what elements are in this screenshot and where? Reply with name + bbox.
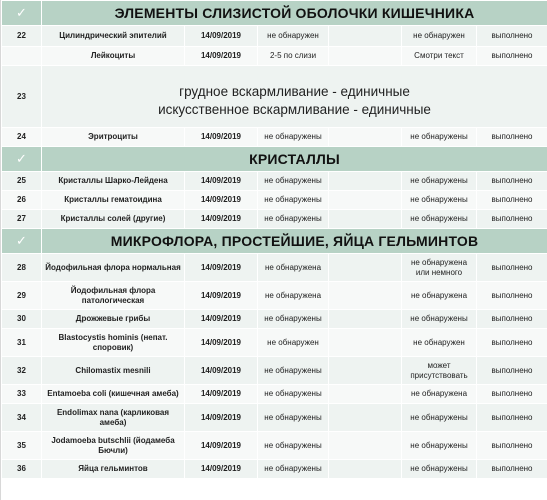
empty-cell	[329, 191, 402, 210]
test-name: Endolimax nana (карликовая амеба)	[42, 404, 185, 432]
section-title: МИКРОФЛОРА, ПРОСТЕЙШИЕ, ЯЙЦА ГЕЛЬМИНТОВ	[42, 229, 547, 254]
test-name: Йодофильная флора нормальная	[42, 254, 185, 282]
comment-line: искусственное вскармливание - единичные	[158, 102, 431, 117]
test-date: 14/09/2019	[185, 310, 258, 329]
test-result: не обнаружены	[258, 460, 329, 479]
reference-value: не обнаружены	[402, 310, 477, 329]
comment-line: грудное вскармливание - единичные	[179, 84, 410, 99]
table-row	[2, 172, 547, 191]
row-number: 25	[2, 172, 42, 191]
check-mark-icon: ✓	[2, 229, 42, 254]
empty-cell	[329, 432, 402, 460]
reference-value: не обнаружена или немного	[402, 254, 477, 282]
empty-cell	[329, 210, 402, 229]
row-number	[2, 47, 42, 66]
comment-row	[2, 66, 547, 128]
status-cell: выполнено	[477, 460, 547, 479]
test-name: Йодофильная флора патологическая	[42, 282, 185, 310]
reference-value: не обнаружен	[402, 329, 477, 357]
test-name: Entamoeba coli (кишечная амеба)	[42, 385, 185, 404]
reference-value: не обнаружены	[402, 128, 477, 147]
test-name: Дрожжевые грибы	[42, 310, 185, 329]
test-name: Эритроциты	[42, 128, 185, 147]
row-number: 36	[2, 460, 42, 479]
test-date: 14/09/2019	[185, 191, 258, 210]
empty-cell	[329, 460, 402, 479]
row-number: 26	[2, 191, 42, 210]
section-header-crystals	[2, 147, 547, 172]
test-date: 14/09/2019	[185, 329, 258, 357]
reference-value: не обнаружен	[402, 26, 477, 47]
status-cell: выполнено	[477, 210, 547, 229]
check-mark-icon: ✓	[2, 1, 42, 26]
table-row	[2, 128, 547, 147]
empty-cell	[329, 404, 402, 432]
row-number: 31	[2, 329, 42, 357]
test-date: 14/09/2019	[185, 460, 258, 479]
test-name: Кристаллы Шарко-Лейдена	[42, 172, 185, 191]
test-result: не обнаружена	[258, 254, 329, 282]
reference-value: не обнаружены	[402, 460, 477, 479]
row-number: 29	[2, 282, 42, 310]
status-cell: выполнено	[477, 128, 547, 147]
test-result: не обнаружен	[258, 329, 329, 357]
status-cell: выполнено	[477, 282, 547, 310]
test-date: 14/09/2019	[185, 254, 258, 282]
empty-cell	[329, 26, 402, 47]
reference-value: не обнаружена	[402, 282, 477, 310]
empty-cell	[329, 128, 402, 147]
status-cell: выполнено	[477, 329, 547, 357]
reference-value: не обнаружены	[402, 191, 477, 210]
table-row	[2, 385, 547, 404]
table-row	[2, 26, 547, 47]
test-result: не обнаружена	[258, 282, 329, 310]
section-header-microflora	[2, 229, 547, 254]
test-name: Яйца гельминтов	[42, 460, 185, 479]
test-name: Кристаллы гематоидина	[42, 191, 185, 210]
status-cell: выполнено	[477, 254, 547, 282]
table-row	[2, 404, 547, 432]
status-cell: выполнено	[477, 404, 547, 432]
table-row	[2, 282, 547, 310]
test-date: 14/09/2019	[185, 404, 258, 432]
test-date: 14/09/2019	[185, 385, 258, 404]
test-result: не обнаружены	[258, 172, 329, 191]
table-row	[2, 329, 547, 357]
section-title: КРИСТАЛЛЫ	[42, 147, 547, 172]
status-cell: выполнено	[477, 357, 547, 385]
results-table	[1, 0, 547, 479]
test-result: не обнаружены	[258, 385, 329, 404]
empty-cell	[329, 172, 402, 191]
status-cell: выполнено	[477, 385, 547, 404]
test-result: не обнаружен	[258, 26, 329, 47]
status-cell: выполнено	[477, 26, 547, 47]
test-date: 14/09/2019	[185, 432, 258, 460]
reference-value: Смотри текст	[402, 47, 477, 66]
test-date: 14/09/2019	[185, 172, 258, 191]
row-number: 23	[2, 66, 42, 128]
table-row	[2, 254, 547, 282]
row-number: 30	[2, 310, 42, 329]
empty-cell	[329, 310, 402, 329]
test-result: 2-5 по слизи	[258, 47, 329, 66]
reference-value: не обнаружена	[402, 385, 477, 404]
table-row	[2, 357, 547, 385]
empty-cell	[329, 47, 402, 66]
section-title: ЭЛЕМЕНТЫ СЛИЗИСТОЙ ОБОЛОЧКИ КИШЕЧНИКА	[42, 1, 547, 26]
test-date: 14/09/2019	[185, 26, 258, 47]
empty-cell	[329, 282, 402, 310]
test-result: не обнаружены	[258, 357, 329, 385]
test-result: не обнаружены	[258, 310, 329, 329]
test-date: 14/09/2019	[185, 282, 258, 310]
table-row	[2, 432, 547, 460]
test-result: не обнаружены	[258, 404, 329, 432]
reference-value: не обнаружены	[402, 210, 477, 229]
empty-cell	[329, 385, 402, 404]
status-cell: выполнено	[477, 432, 547, 460]
status-cell: выполнено	[477, 191, 547, 210]
comment-text	[42, 66, 547, 128]
test-result: не обнаружены	[258, 210, 329, 229]
section-header-mucosa	[2, 1, 547, 26]
reference-value: не обнаружены	[402, 172, 477, 191]
test-date: 14/09/2019	[185, 47, 258, 66]
row-number: 33	[2, 385, 42, 404]
empty-cell	[329, 329, 402, 357]
empty-cell	[329, 254, 402, 282]
table-row	[2, 210, 547, 229]
row-number: 27	[2, 210, 42, 229]
test-name: Blastocystis hominis (непат. споровик)	[42, 329, 185, 357]
row-number: 34	[2, 404, 42, 432]
test-name: Лейкоциты	[42, 47, 185, 66]
test-result: не обнаружены	[258, 432, 329, 460]
row-number: 35	[2, 432, 42, 460]
row-number: 22	[2, 26, 42, 47]
test-name: Chilomastix mesnili	[42, 357, 185, 385]
status-cell: выполнено	[477, 310, 547, 329]
row-number: 24	[2, 128, 42, 147]
status-cell: выполнено	[477, 172, 547, 191]
check-mark-icon: ✓	[2, 147, 42, 172]
test-name: Цилиндрический эпителий	[42, 26, 185, 47]
empty-cell	[329, 357, 402, 385]
status-cell: выполнено	[477, 47, 547, 66]
table-row	[2, 310, 547, 329]
table-row	[2, 460, 547, 479]
table-row	[2, 191, 547, 210]
test-name: Jodamoeba butschlii (йодамеба Бючли)	[42, 432, 185, 460]
reference-value: не обнаружены	[402, 404, 477, 432]
reference-value: может присутствовать	[402, 357, 477, 385]
test-result: не обнаружены	[258, 128, 329, 147]
table-row	[2, 47, 547, 66]
test-result: не обнаружены	[258, 191, 329, 210]
row-number: 28	[2, 254, 42, 282]
reference-value: не обнаружены	[402, 432, 477, 460]
test-date: 14/09/2019	[185, 128, 258, 147]
row-number: 32	[2, 357, 42, 385]
test-date: 14/09/2019	[185, 357, 258, 385]
test-date: 14/09/2019	[185, 210, 258, 229]
test-name: Кристаллы солей (другие)	[42, 210, 185, 229]
